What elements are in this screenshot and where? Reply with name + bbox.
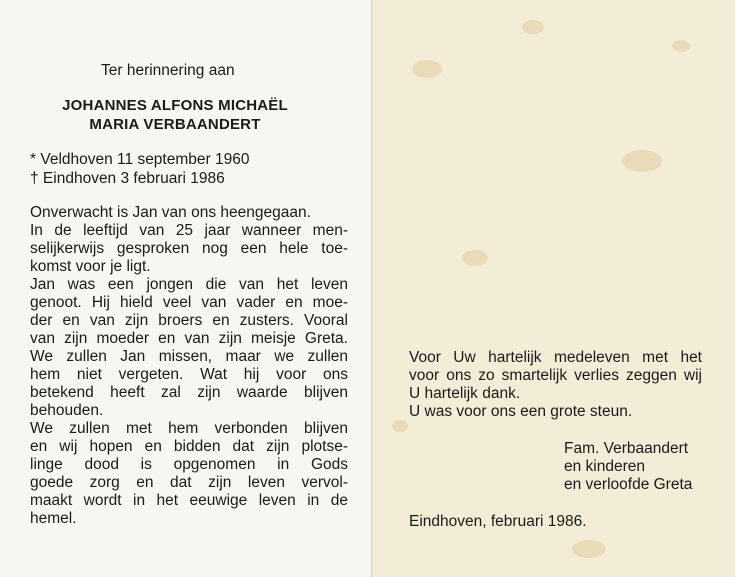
deceased-name-line-2: MARIA VERBAANDERT — [89, 116, 261, 133]
memorial-text-line: hemel. — [30, 510, 77, 527]
memorial-text-line: hem niet vergeten. Wat hij voor ons — [30, 366, 348, 383]
memorial-text-line: linge dood is opgenomen in Gods — [30, 456, 348, 473]
memorial-text-line: We zullen Jan missen, maar we zullen — [30, 348, 348, 365]
memorial-text-line: selijkerwijs gesproken nog een hele toe- — [30, 240, 348, 257]
fold-line — [371, 0, 373, 577]
memorial-text-line: komst voor je ligt. — [30, 258, 151, 275]
thanks-text-line: voor ons zo smartelijk verlies zeggen wij — [409, 367, 702, 384]
aging-spot — [572, 540, 606, 558]
aging-spot — [622, 150, 662, 172]
thanks-text-line: U was voor ons een grote steun. — [409, 403, 633, 420]
memorial-text-line: Onverwacht is Jan van ons heengegaan. — [30, 204, 311, 221]
memorial-text-line: der en van zijn broers en zusters. Vooral — [30, 312, 348, 329]
aging-spot — [392, 420, 408, 432]
aging-spot — [522, 20, 544, 34]
memorial-text-line: Jan was een jongen die van het leven — [30, 276, 348, 293]
thanks-text-line: U hartelijk dank. — [409, 385, 521, 402]
place-date: Eindhoven, februari 1986. — [409, 513, 587, 530]
memorial-text-line: en wij hopen en bidden dat zijn plotse- — [30, 438, 348, 455]
signature-line: Fam. Verbaandert — [564, 440, 689, 457]
memorial-text-line: We zullen met hem verbonden blijven — [30, 420, 348, 437]
aging-spot — [462, 250, 488, 266]
signature-line: en verloofde Greta — [564, 476, 693, 493]
intro-text: Ter herinnering aan — [101, 62, 235, 79]
memorial-text-line: genoot. Hij hield veel van vader en moe- — [30, 294, 348, 311]
aging-spot — [412, 60, 442, 78]
death-line: † Eindhoven 3 februari 1986 — [30, 170, 225, 187]
memorial-text-line: goede zorg en dat zijn leven vervol- — [30, 474, 348, 491]
aging-spot — [672, 40, 690, 52]
thanks-text-line: Voor Uw hartelijk medeleven met het — [409, 349, 702, 366]
memorial-text-line: van zijn moeder en van zijn meisje Greta. — [30, 330, 348, 347]
signature-line: en kinderen — [564, 458, 646, 475]
memorial-text-line: betekend heeft zal zijn waarde blijven — [30, 384, 348, 401]
birth-line: * Veldhoven 11 september 1960 — [30, 151, 250, 168]
memorial-text-line: In de leeftijd van 25 jaar wanneer men- — [30, 222, 348, 239]
deceased-name-line-1: JOHANNES ALFONS MICHAËL — [62, 97, 288, 114]
memorial-text-line: behouden. — [30, 402, 104, 419]
memorial-text-line: maakt wordt in het eeuwige leven in de — [30, 492, 348, 509]
